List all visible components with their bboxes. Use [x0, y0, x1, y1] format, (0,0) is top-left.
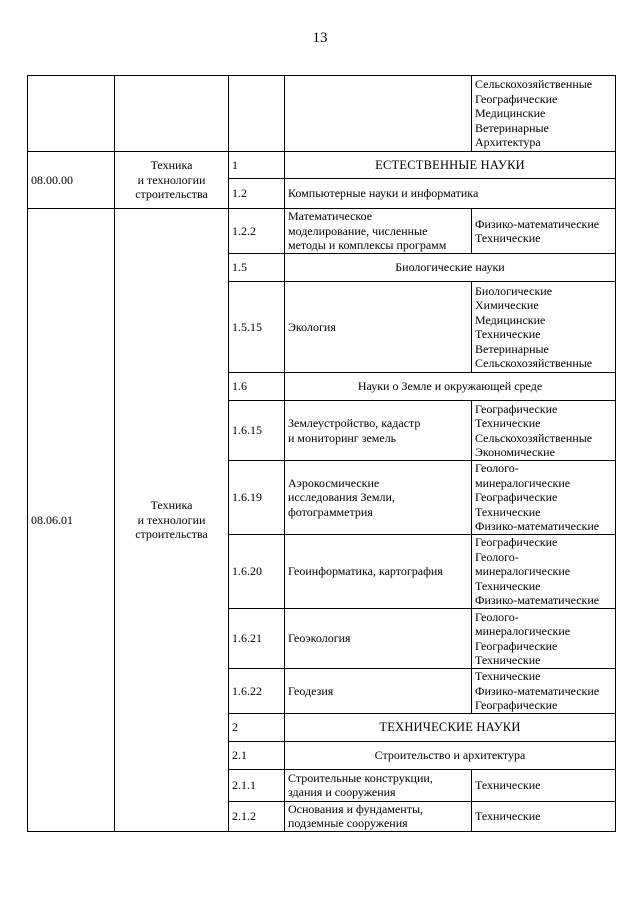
- specialty-number: 1.6.19: [229, 461, 285, 535]
- specialty-number: 1.6.21: [229, 609, 285, 669]
- name-cell-empty: [115, 76, 229, 152]
- specialty-name: Геоинформатика, картография: [285, 535, 472, 609]
- program-name: Техника и технологии строительства: [115, 209, 229, 832]
- specialty-name: Геодезия: [285, 669, 472, 714]
- specialty-number: 1.5.15: [229, 282, 285, 373]
- section-title: Науки о Земле и окружающей среде: [285, 373, 616, 401]
- section-number: 2: [229, 713, 285, 741]
- specialty-name: Математическое моделирование, численные методы и комплексы программ: [285, 209, 472, 254]
- specialty-name: Экология: [285, 282, 472, 373]
- page-number: 13: [312, 30, 328, 46]
- specialty-cell-empty: [285, 76, 472, 152]
- specialties-table: [27, 75, 616, 832]
- science-item: Медицинские: [475, 106, 546, 121]
- section-title: ТЕХНИЧЕСКИЕ НАУКИ: [285, 713, 616, 741]
- program-code: 08.06.01: [28, 209, 115, 832]
- sciences-cell: Географические Геолого- минералогические Технические Физико-математические: [472, 535, 616, 609]
- section-title: ЕСТЕСТВЕННЫЕ НАУКИ: [285, 152, 616, 179]
- science-item: Географические: [475, 91, 558, 106]
- specialty-number: 2.1.2: [229, 801, 285, 831]
- table-row-continuation: [28, 76, 616, 152]
- specialty-number: 1.6.20: [229, 535, 285, 609]
- science-item: Ветеринарные: [475, 120, 549, 135]
- specialty-name: Геоэкология: [285, 609, 472, 669]
- specialty-name: Землеустройство, кадастр и мониторинг земель: [285, 401, 472, 461]
- specialty-name: Аэрокосмические исследования Земли, фотограмметрия: [285, 461, 472, 535]
- section-number: 2.1: [229, 741, 285, 769]
- sciences-cell: Биологические Химические Медицинские Технические Ветеринарные Сельскохозяйственные: [472, 282, 616, 373]
- section-title: Строительство и архитектура: [285, 741, 616, 769]
- section-number: 1.2: [229, 179, 285, 209]
- specialty-number: 1.6.15: [229, 401, 285, 461]
- num-cell-empty: [229, 76, 285, 152]
- sciences-cell: Физико-математические Технические: [472, 209, 616, 254]
- program-name: Техника и технологии строительства: [115, 152, 229, 209]
- table-row: [28, 152, 616, 179]
- science-item: Сельскохозяйственные: [475, 77, 593, 92]
- specialty-name: Основания и фундаменты, подземные сооружения: [285, 801, 472, 831]
- sciences-cell: Технические: [472, 801, 616, 831]
- sciences-cell: Технические Физико-математические Географические: [472, 669, 616, 714]
- program-code: 08.00.00: [28, 152, 115, 209]
- specialty-number: 2.1.1: [229, 769, 285, 801]
- specialty-name: Строительные конструкции, здания и сооружения: [285, 769, 472, 801]
- section-title: Компьютерные науки и информатика: [285, 179, 616, 209]
- table-row: [28, 209, 616, 254]
- section-number: 1: [229, 152, 285, 179]
- section-number: 1.5: [229, 254, 285, 282]
- sciences-cell: [472, 76, 616, 152]
- code-cell-empty: [28, 76, 115, 152]
- section-title: Биологические науки: [285, 254, 616, 282]
- specialty-number: 1.2.2: [229, 209, 285, 254]
- sciences-cell: Геолого- минералогические Географические Технические Физико-математические: [472, 461, 616, 535]
- sciences-cell: Технические: [472, 769, 616, 801]
- section-number: 1.6: [229, 373, 285, 401]
- sciences-cell: Геолого- минералогические Географические Технические: [472, 609, 616, 669]
- specialty-number: 1.6.22: [229, 669, 285, 714]
- sciences-cell: Географические Технические Сельскохозяйственные Экономические: [472, 401, 616, 461]
- science-item: Архитектура: [475, 135, 541, 150]
